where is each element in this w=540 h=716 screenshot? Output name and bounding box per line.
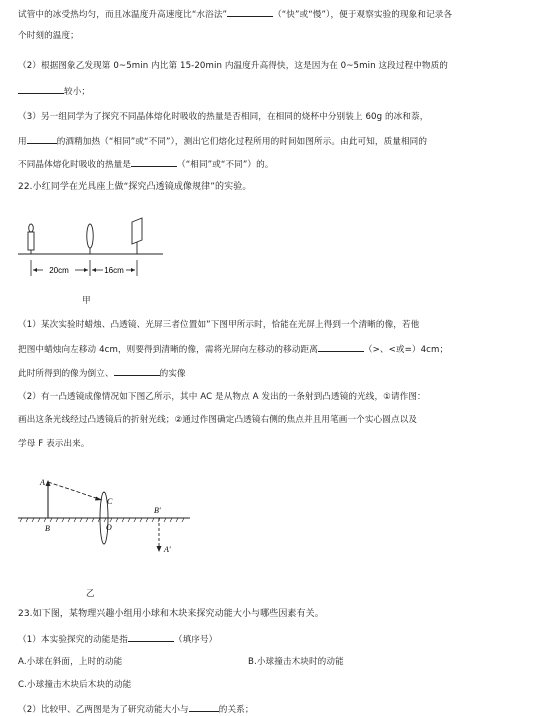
option-a: A.小球在斜面，上时的动能 xyxy=(18,657,123,667)
figure-caption-jia: 甲 xyxy=(82,296,91,306)
option-b: B.小球撞击木块时的动能 xyxy=(248,657,344,667)
distance-label-2: 16cm xyxy=(104,266,124,275)
text-line xyxy=(18,84,530,98)
text-line: （2）根据图象乙发现第 0~5min 内比第 15-20min 内温度升高得快，这是因为在 0~5min 这段过程中物质的 xyxy=(18,61,449,71)
label-o: O xyxy=(106,523,112,532)
text: 此时所得到的像为倒立、 xyxy=(18,369,114,379)
text: 的关系； xyxy=(218,705,254,715)
answer-blank[interactable] xyxy=(318,342,364,352)
text-line: （3）另一组同学为了探究不同晶体熔化时吸收的热量是否相同，在相同的烧杯中分别装上 60g 的冰和萘， xyxy=(18,112,429,122)
text: （“快”或“慢”），便于观察实验的现象和记录各 xyxy=(273,10,453,20)
text: 的实像 xyxy=(159,369,186,379)
text: （1）本实验探究的动能是指 xyxy=(18,635,128,645)
text-line xyxy=(18,157,530,171)
answer-blank[interactable] xyxy=(189,702,219,712)
text-line xyxy=(18,702,530,716)
convex-lens xyxy=(87,224,93,248)
text: 较小； xyxy=(64,87,91,97)
text: （2）比较甲、乙两图是为了研究动能大小与 xyxy=(18,705,189,715)
answer-blank[interactable] xyxy=(27,134,57,144)
text: （“相同”或“不同”）的。 xyxy=(177,160,274,170)
label-a-prime: A' xyxy=(164,545,171,554)
distance-label-1: 20cm xyxy=(49,266,69,275)
figure-caption-yi: 乙 xyxy=(86,589,95,599)
candle-flame xyxy=(29,224,34,232)
text-line: 画出这条光线经过凸透镜后的折射光线；②通过作图确定凸透镜右侧的焦点并且用笔画一个实心圆点以及 xyxy=(18,415,418,425)
text-line: 个时刻的温度； xyxy=(18,31,79,41)
option-c: C.小球撞击木块后木块的动能 xyxy=(18,680,132,690)
answer-blank[interactable] xyxy=(131,157,177,167)
text-line xyxy=(18,342,530,356)
label-a: A xyxy=(40,478,45,487)
text-line xyxy=(18,7,530,21)
label-b-prime: B' xyxy=(154,506,161,515)
answer-blank[interactable] xyxy=(227,7,273,17)
light-screen xyxy=(132,218,142,244)
text-line: 学母 F 表示出来。 xyxy=(18,439,90,449)
ray-ac xyxy=(48,482,102,500)
text-line xyxy=(18,134,530,148)
candle xyxy=(28,232,34,250)
label-b: B xyxy=(45,524,50,533)
text-line xyxy=(18,632,530,646)
label-c: C xyxy=(107,497,113,506)
text: 试管中的冰受热均匀，而且冰温度升高速度比“水浴法” xyxy=(18,10,228,20)
question-22-title: 22.小红同学在光具座上做“探究凸透镜成像规律”的实验。 xyxy=(18,182,252,192)
text-line xyxy=(18,366,530,380)
answer-blank[interactable] xyxy=(128,632,174,642)
text: 的酒精加热（“相同”或“不同”），测出它们熔化过程所用的时间如图所示。由此可知，质量相同的 xyxy=(56,137,428,147)
answer-blank[interactable] xyxy=(18,84,64,94)
text: （>、<或=）4cm； xyxy=(363,345,449,355)
text: 用 xyxy=(18,137,27,147)
answer-blank[interactable] xyxy=(114,366,160,376)
text: 不同晶体熔化时吸收的热量是 xyxy=(18,160,132,170)
text-line: （2）有一凸透镜成像情况如下图乙所示，其中 AC 是从物点 A 发出的一条射到凸透镜的光线，①请作图： xyxy=(18,392,426,402)
text-line: （1）某次实验时蜡烛、凸透镜、光屏三者位置如”下图甲所示时，恰能在光屏上得到一个清晰的像，若他 xyxy=(18,320,420,330)
figure-jia xyxy=(18,216,168,286)
text: 把图中蜡烛向左移动 4cm，则要得到清晰的像，需将光屏向左移动的移动距离 xyxy=(18,345,318,355)
question-23-title: 23.如下图，某物理兴趣小组用小球和木块来探究动能大小与哪些因素有关。 xyxy=(18,609,324,619)
text: （填序号） xyxy=(173,635,218,645)
figure-yi xyxy=(14,472,194,562)
